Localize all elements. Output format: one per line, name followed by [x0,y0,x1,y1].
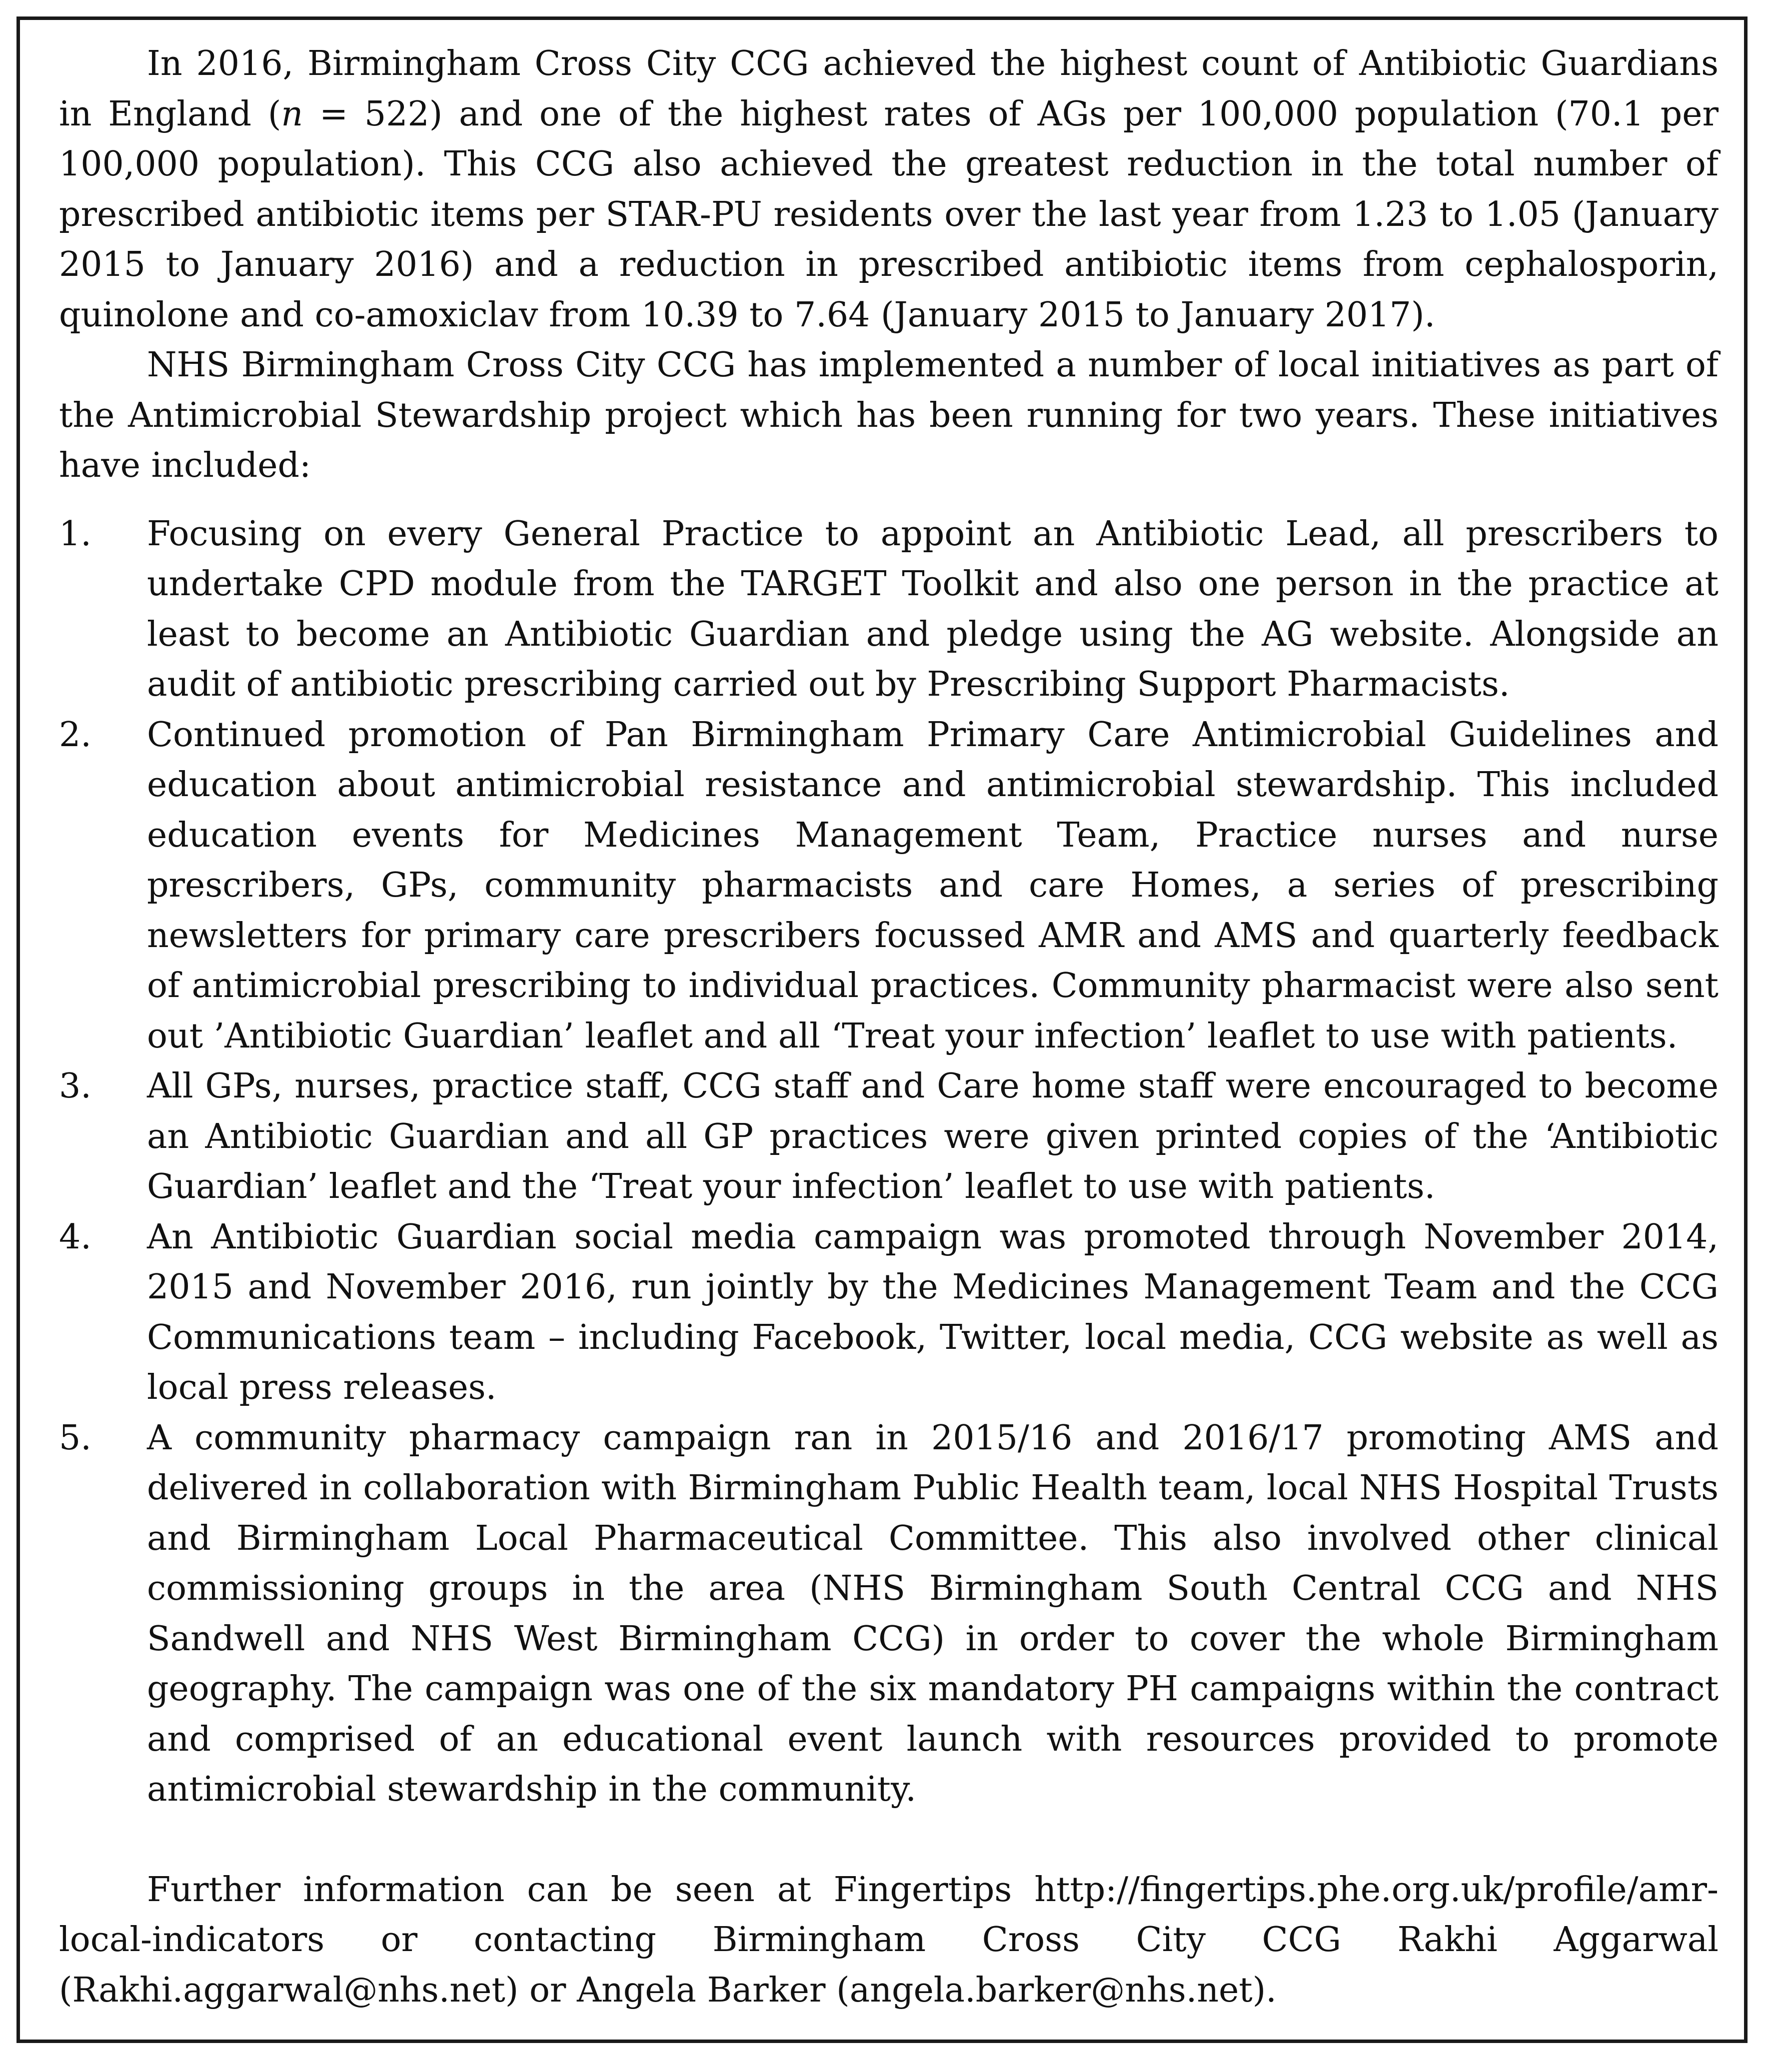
list-item-text: All GPs, nurses, practice staff, CCG staff and Care home staff were encouraged to become an Antibiotic Guardian and all GP practices were given printed copies of the ‘Antibiotic Guardian’ leaflet and the ‘Treat your infection’ leaflet to use with patients. [147,1066,1719,1206]
list-item [59,509,1719,710]
list-item [59,1413,1719,1815]
list-item-text: An Antibiotic Guardian social media campaign was promoted through November 2014, 2015 and November 2016, run jointly by the Medicines Management Team and the CCG Communications team – including Facebook, Twitter, local media, CCG website as well as local press releases. [147,1217,1719,1407]
list-item-number: 4. [59,1217,91,1257]
document-body [59,39,1719,2016]
list-item-text: Focusing on every General Practice to appoint an Antibiotic Lead, all prescribers to undertake CPD module from the TARGET Toolkit and also one person in the practice at least to become an Antibiotic Guardian and pledge using the AG website. Alongside an audit of antibiotic prescribing carried out by Prescribing Support Pharmacists. [147,514,1719,704]
sample-size-symbol: n [281,94,303,134]
list-item [59,1061,1719,1212]
intro-paragraph-1-part-1: In 2016, Birmingham Cross City CCG achieved the highest count of Antibiotic Guardians in England ( [59,44,1719,134]
list-item-text: A community pharmacy campaign ran in 2015/16 and 2016/17 promoting AMS and delivered in collaboration with Birmingham Public Health team, local NHS Hospital Trusts and Birmingham Local Pharmaceutical Committee. This also involved other clinical commissioning groups in the area (NHS Birmingham South Central CCG and NHS Sandwell and NHS West Birmingham CCG) in order to cover the whole Birmingham geography. The campaign was one of the six mandatory PH campaigns within the contract and comprised of an educational event launch with resources provided to promote antimicrobial stewardship in the community. [147,1418,1719,1809]
list-item-number: 3. [59,1066,91,1106]
paragraph-spacer [59,1815,1719,1865]
list-item [59,710,1719,1062]
list-item-number: 5. [59,1418,91,1458]
list-item-number: 2. [59,715,91,755]
further-information-paragraph: Further information can be seen at Fingertips http://fingertips.phe.org.uk/profile/amr-local-indicators or contacting Birmingham Cross City CCG Rakhi Aggarwal (Rakhi.aggarwal@nhs.net) or Angela Barker (angela.barker@nhs.net). [59,1870,1719,2010]
list-item [59,1212,1719,1413]
initiatives-list [59,509,1719,1815]
intro-paragraph-2: NHS Birmingham Cross City CCG has implemented a number of local initiatives as part of the Antimicrobial Stewardship project which has been running for two years. These initiatives have included: [59,345,1719,485]
intro-paragraph-1-part-2: = 522) and one of the highest rates of AGs per 100,000 population (70.1 per 100,000 population). This CCG also achieved the greatest reduction in the total number of prescribed antibiotic items per STAR-PU residents over the last year from 1.23 to 1.05 (January 2015 to January 2016) and a reduction in prescribed antibiotic items from cephalosporin, quinolone and co-amoxiclav from 10.39 to 7.64 (January 2015 to January 2017). [59,94,1719,335]
intro-paragraph-1 [59,39,1719,340]
list-item-text: Continued promotion of Pan Birmingham Primary Care Antimicrobial Guidelines and education about antimicrobial resistance and antimicrobial stewardship. This included education events for Medicines Management Team, Practice nurses and nurse prescribers, GPs, community pharmacists and care Homes, a series of prescribing newsletters for primary care prescribers focussed AMR and AMS and quarterly feedback of antimicrobial prescribing to individual practices. Community pharmacist were also sent out ’Antibiotic Guardian’ leaflet and all ‘Treat your infection’ leaflet to use with patients. [147,715,1719,1056]
list-item-number: 1. [59,514,91,554]
